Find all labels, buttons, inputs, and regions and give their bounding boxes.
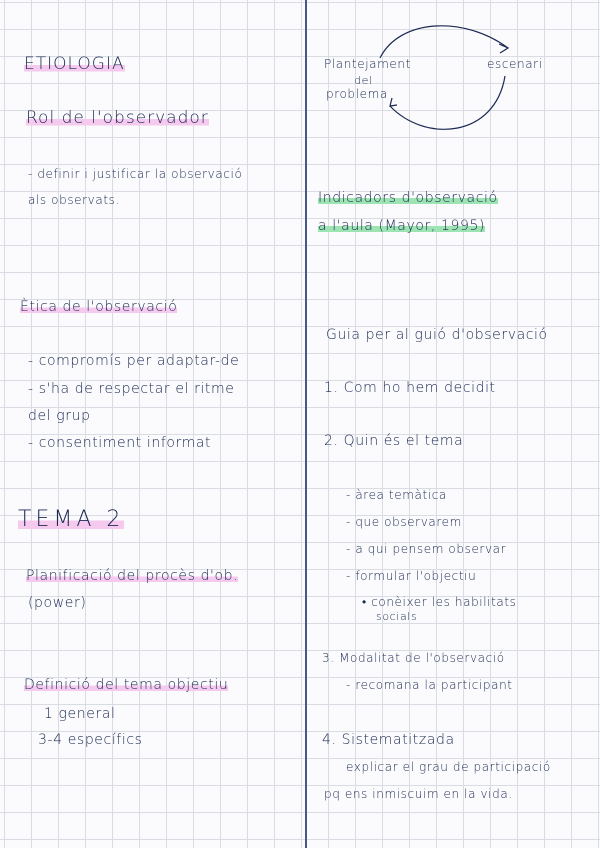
section-heading-indicators: a l'aula (Mayor, 1995) xyxy=(318,218,486,234)
step-note: pq ens inmiscuim en la vida. xyxy=(324,787,513,801)
section-heading-ethics: Ètica de l'observació xyxy=(20,299,178,315)
section-heading-indicators: Indicadors d'observació xyxy=(318,190,498,206)
list-item: - àrea temàtica xyxy=(346,488,447,502)
note-line: als observats. xyxy=(28,193,120,207)
page-title: ETIOLOGIA xyxy=(24,54,125,74)
list-item: - s'ha de respectar el ritme xyxy=(28,381,235,397)
cycle-diagram xyxy=(370,18,520,143)
bullet-item: • conèixer les habilitats xyxy=(362,595,517,609)
cycle-arrow-top xyxy=(380,26,508,58)
list-item: - compromís per adaptar-de xyxy=(28,353,240,369)
section-heading-definition: Definició del tema objectiu xyxy=(24,677,229,693)
diagram-node-label: del xyxy=(354,74,373,87)
cycle-arrow-bottom xyxy=(390,76,505,129)
list-item: - recomana la participant xyxy=(346,678,513,692)
theme-heading: TEMA 2 xyxy=(18,507,125,532)
arrowhead-icon xyxy=(499,44,508,53)
step-note: explicar el grau de participació xyxy=(346,760,551,774)
list-item: - a qui pensem observar xyxy=(346,542,507,556)
guide-step: 3. Modalitat de l'observació xyxy=(322,651,505,665)
list-item: - consentiment informat xyxy=(28,435,212,451)
guide-step: 2. Quin és el tema xyxy=(324,433,464,449)
guide-step: 4. Sistematitzada xyxy=(322,732,455,748)
guide-step: 1. Com ho hem decidit xyxy=(324,380,496,396)
arrowhead-icon xyxy=(390,98,397,106)
list-item: - que observarem xyxy=(346,515,462,529)
diagram-node-label: Plantejament xyxy=(324,57,411,71)
list-item: 3-4 específics xyxy=(38,732,143,748)
list-item: del grup xyxy=(28,408,91,424)
page-divider xyxy=(305,0,307,848)
section-heading-observer-role: Rol de l'observador xyxy=(26,108,209,128)
diagram-node-label: escenari xyxy=(487,57,543,71)
diagram-node-label: problema xyxy=(326,87,388,101)
bullet-item: socials xyxy=(376,610,418,623)
guide-heading: Guia per al guió d'observació xyxy=(326,327,548,343)
list-item: 1 general xyxy=(44,706,116,722)
note-line: - definir i justificar la observació xyxy=(28,167,243,181)
planning-note: (power) xyxy=(28,595,87,611)
section-heading-planning: Planificació del procès d'ob. xyxy=(26,568,239,584)
list-item: - formular l'objectiu xyxy=(346,569,477,583)
